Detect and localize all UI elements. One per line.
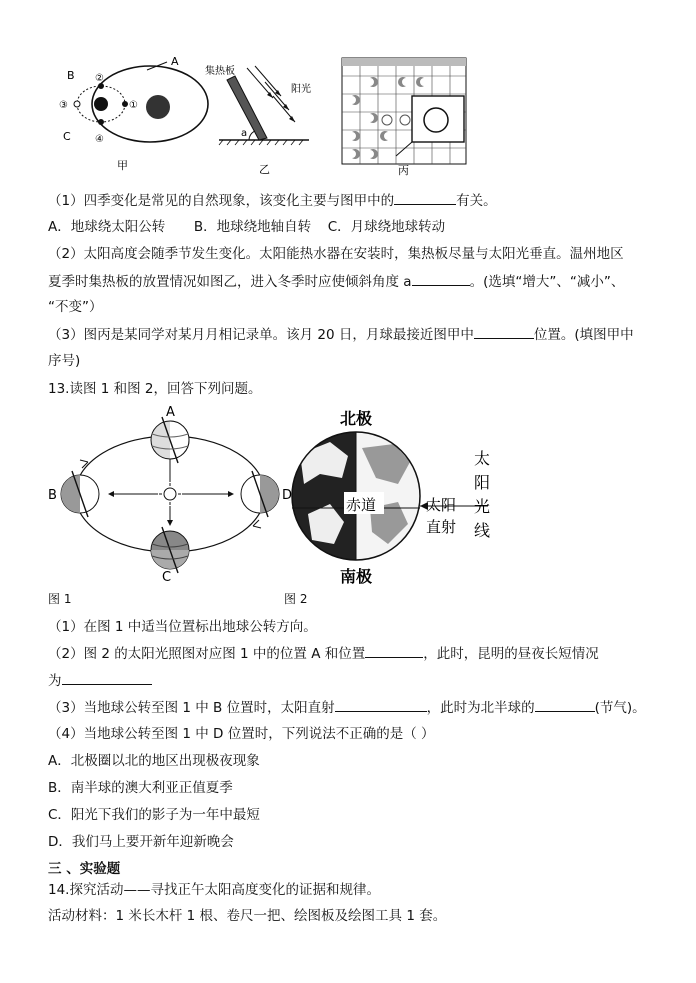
label-p2: ②	[95, 73, 104, 84]
fig1-label-B: B	[48, 488, 57, 503]
figure-bing	[340, 56, 470, 178]
answer-blank-4[interactable]	[365, 643, 423, 658]
q12-part2-line2: 夏季时集热板的放置情况如图乙，进入冬季时应使倾斜角度 a 。(选填“增大”、“减小”、	[48, 271, 624, 292]
collector-label: 集热板	[205, 66, 235, 77]
q13-option-A[interactable]: A．北极圈以北的地区出现极夜现象	[48, 753, 260, 769]
option-C[interactable]: C．月球绕地球转动	[327, 219, 446, 235]
q13-part2-line1: （2）图 2 的太阳光照图对应图 1 中的位置 A 和位置 ，此时，昆明的昼夜长短情况	[48, 643, 599, 664]
figure-yi	[205, 52, 315, 177]
section-3-title: 三 、实验题	[48, 861, 121, 877]
sun	[146, 95, 170, 119]
figure-jia	[55, 52, 215, 172]
earth	[94, 97, 108, 111]
q13-part1: （1）在图 1 中适当位置标出地球公转方向。	[48, 619, 317, 635]
q12-part3-line1: （3）图丙是某同学对某月月相记录单。该月 20 日，月球最接近图甲中 位置。(填图甲中	[48, 324, 634, 345]
q14-title: 14.探究活动——寻找正午太阳高度变化的证据和规律。	[48, 882, 380, 898]
south-pole-label: 南极	[340, 567, 373, 586]
sunlight-label: 阳光	[291, 84, 311, 95]
label-C: C	[63, 130, 71, 143]
answer-blank-7[interactable]	[535, 697, 595, 712]
q13-option-B[interactable]: B．南半球的澳大利亚正值夏季	[48, 780, 233, 796]
equator-label: 赤道	[346, 496, 377, 514]
figure-1	[48, 404, 298, 584]
fig1-caption: 图 1	[48, 592, 72, 606]
earth-position-C	[151, 527, 189, 573]
answer-blank-2[interactable]	[412, 271, 470, 286]
sunlight-char-3: 光	[474, 497, 491, 516]
q12-options	[48, 217, 445, 237]
answer-blank-5[interactable]	[62, 670, 152, 685]
label-p1: ①	[129, 100, 138, 111]
caption-yi: 乙	[259, 163, 270, 176]
north-pole-label: 北极	[340, 409, 373, 428]
earth-position-A	[151, 417, 189, 463]
earth-position-B	[61, 471, 99, 517]
label-A: A	[171, 55, 179, 68]
q13-part4: （4）当地球公转至图 1 中 D 位置时，下列说法不正确的是（ ）	[48, 726, 435, 742]
answer-blank-3[interactable]	[474, 324, 534, 339]
fig2-caption: 图 2	[284, 592, 308, 606]
caption-jia: 甲	[117, 159, 128, 172]
q13-part2-line2: 为	[48, 670, 152, 691]
sunlight-char-1: 太	[474, 449, 491, 468]
label-B: B	[67, 69, 75, 82]
earth-position-D	[241, 471, 279, 517]
direct-label-1: 太阳	[426, 496, 457, 514]
q12-part1: （1）四季变化是常见的自然现象，该变化主要与图甲中的 有关。	[48, 190, 497, 211]
fig1-label-A: A	[166, 405, 175, 420]
option-B[interactable]: B．地球绕地轴自转	[193, 219, 312, 235]
fig1-label-D: D	[282, 488, 293, 503]
q13-part3: （3）当地球公转至图 1 中 B 位置时，太阳直射 ，此时为北半球的 (节气)。	[48, 697, 646, 718]
q12-part2-line3: “不变”）	[48, 299, 103, 315]
q13-option-D[interactable]: D．我们马上要开新年迎新晚会	[48, 834, 234, 850]
q13-option-C[interactable]: C．阳光下我们的影子为一年中最短	[48, 807, 260, 823]
sunlight-char-4: 线	[474, 521, 491, 540]
sun-icon	[159, 483, 181, 505]
q12-part2-line1: （2）太阳高度会随季节发生变化。太阳能热水器在安装时，集热板尽量与太阳光垂直。温州地区	[48, 246, 624, 262]
q12-part3-line2: 序号)	[48, 353, 81, 369]
answer-blank-6[interactable]	[335, 697, 427, 712]
sunlight-char-2: 阳	[474, 473, 491, 492]
fig1-label-C: C	[162, 570, 172, 584]
figure-2	[290, 404, 500, 586]
label-p3: ③	[59, 100, 68, 111]
q14-materials: 活动材料：1 米长木杆 1 根、卷尺一把、绘图板及绘图工具 1 套。	[48, 908, 447, 924]
angle-label: a	[241, 128, 248, 139]
option-A[interactable]: A．地球绕太阳公转	[48, 219, 166, 235]
answer-blank-1[interactable]	[394, 190, 456, 205]
direct-label-2: 直射	[426, 518, 457, 536]
caption-bing: 丙	[398, 164, 409, 177]
q13-title: 13.读图 1 和图 2，回答下列问题。	[48, 381, 262, 397]
label-p4: ④	[95, 134, 104, 145]
